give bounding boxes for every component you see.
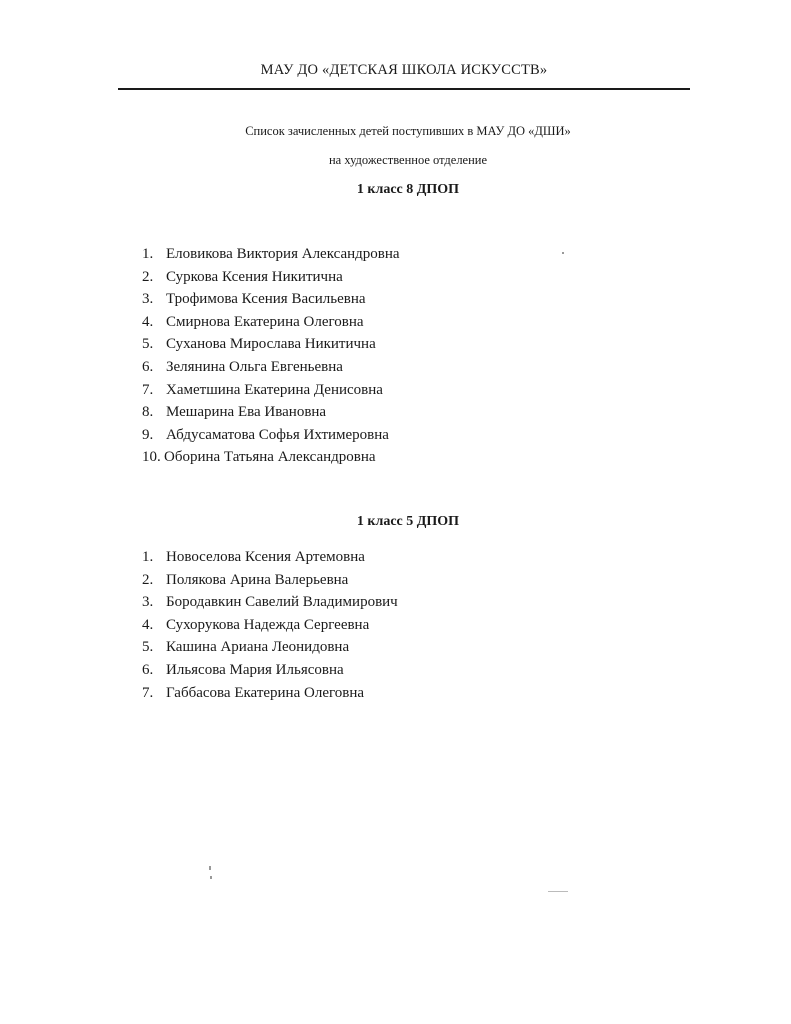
item-number: 8. [142, 404, 154, 421]
scan-speck [210, 876, 212, 879]
student-name: Хаметшина Екатерина Денисовна [166, 381, 383, 398]
list-item [142, 546, 398, 569]
item-number: 4. [142, 313, 154, 330]
list-item [142, 379, 400, 402]
list-item [142, 243, 400, 266]
list-item [142, 614, 398, 637]
document-subtitle: на художественное отделение [328, 153, 488, 167]
student-name: Бородавкин Савелий Владимирович [166, 594, 398, 611]
item-number: 7. [142, 684, 154, 701]
section-heading-5-dpop: 1 класс 5 ДПОП [356, 514, 460, 529]
item-number: 2. [142, 571, 154, 588]
list-item [142, 356, 400, 379]
list-item [142, 636, 398, 659]
list-item [142, 659, 398, 682]
list-item [142, 591, 398, 614]
student-name: Сухорукова Надежда Сергеевна [166, 616, 370, 633]
list-item [142, 401, 400, 424]
student-name: Мешарина Ева Ивановна [166, 404, 327, 421]
student-name: Кашина Ариана Леонидовна [166, 639, 350, 656]
list-item [142, 288, 400, 311]
list-item [142, 424, 400, 447]
student-name: Абдусаматова Софья Ихтимеровна [166, 426, 389, 443]
item-number: 2. [142, 268, 154, 285]
student-name: Полякова Арина Валерьевна [166, 571, 349, 588]
student-name: Зелянина Ольга Евгеньевна [166, 358, 343, 375]
scan-speck [562, 252, 564, 254]
student-list-8-dpop [142, 243, 400, 469]
student-name: Оборина Татьяна Александровна [164, 449, 376, 466]
list-item [142, 311, 400, 334]
student-name: Трофимова Ксения Васильевна [166, 291, 366, 308]
organization-header: МАУ ДО «ДЕТСКАЯ ШКОЛА ИСКУССТВ» [260, 62, 548, 78]
student-name: Новоселова Ксения Артемовна [166, 549, 365, 565]
list-item [142, 569, 398, 592]
scan-speck [209, 866, 211, 870]
item-number: 1. [142, 549, 154, 565]
scan-speck [548, 891, 568, 892]
list-item [142, 446, 400, 469]
student-name: Ильясова Мария Ильясовна [166, 661, 344, 678]
student-list-5-dpop [142, 546, 398, 704]
list-item [142, 266, 400, 289]
student-name: Еловикова Виктория Александровна [166, 246, 400, 262]
student-name: Габбасова Екатерина Олеговна [166, 684, 365, 701]
item-number: 6. [142, 661, 154, 678]
item-number: 4. [142, 616, 154, 633]
item-number: 9. [142, 426, 154, 443]
item-number: 5. [142, 639, 154, 656]
list-item [142, 333, 400, 356]
item-number: 1. [142, 246, 154, 262]
item-number: 7. [142, 381, 154, 398]
item-number: 10. [142, 449, 161, 466]
list-item [142, 682, 398, 705]
item-number: 5. [142, 336, 154, 353]
header-rule [118, 88, 690, 90]
student-name: Суркова Ксения Никитична [166, 268, 343, 285]
student-name: Суханова Мирослава Никитична [166, 336, 376, 353]
item-number: 3. [142, 594, 154, 611]
section-heading-8-dpop: 1 класс 8 ДПОП [356, 182, 460, 197]
student-name: Смирнова Екатерина Олеговна [166, 313, 364, 330]
document-title: Список зачисленных детей поступивших в МАУ ДО «ДШИ» [245, 124, 571, 138]
item-number: 6. [142, 358, 154, 375]
item-number: 3. [142, 291, 154, 308]
